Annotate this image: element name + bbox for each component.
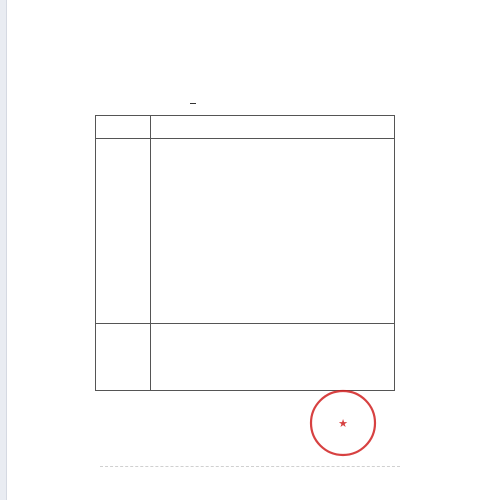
table-row-product (96, 116, 395, 139)
change-content (151, 139, 395, 324)
remark-content (151, 324, 395, 391)
change-label (96, 139, 151, 324)
official-seal-stamp (308, 388, 378, 458)
registration-change-table (95, 115, 395, 391)
product-label (96, 116, 151, 139)
remark-label (96, 324, 151, 391)
product-name (151, 116, 395, 139)
svg-text:★: ★ (338, 417, 348, 430)
cert-number (190, 103, 196, 104)
footer-divider (100, 466, 400, 467)
cert-number-line (190, 97, 196, 106)
page-edge (0, 0, 7, 500)
table-row-remarks (96, 324, 395, 391)
table-row-changes (96, 139, 395, 324)
